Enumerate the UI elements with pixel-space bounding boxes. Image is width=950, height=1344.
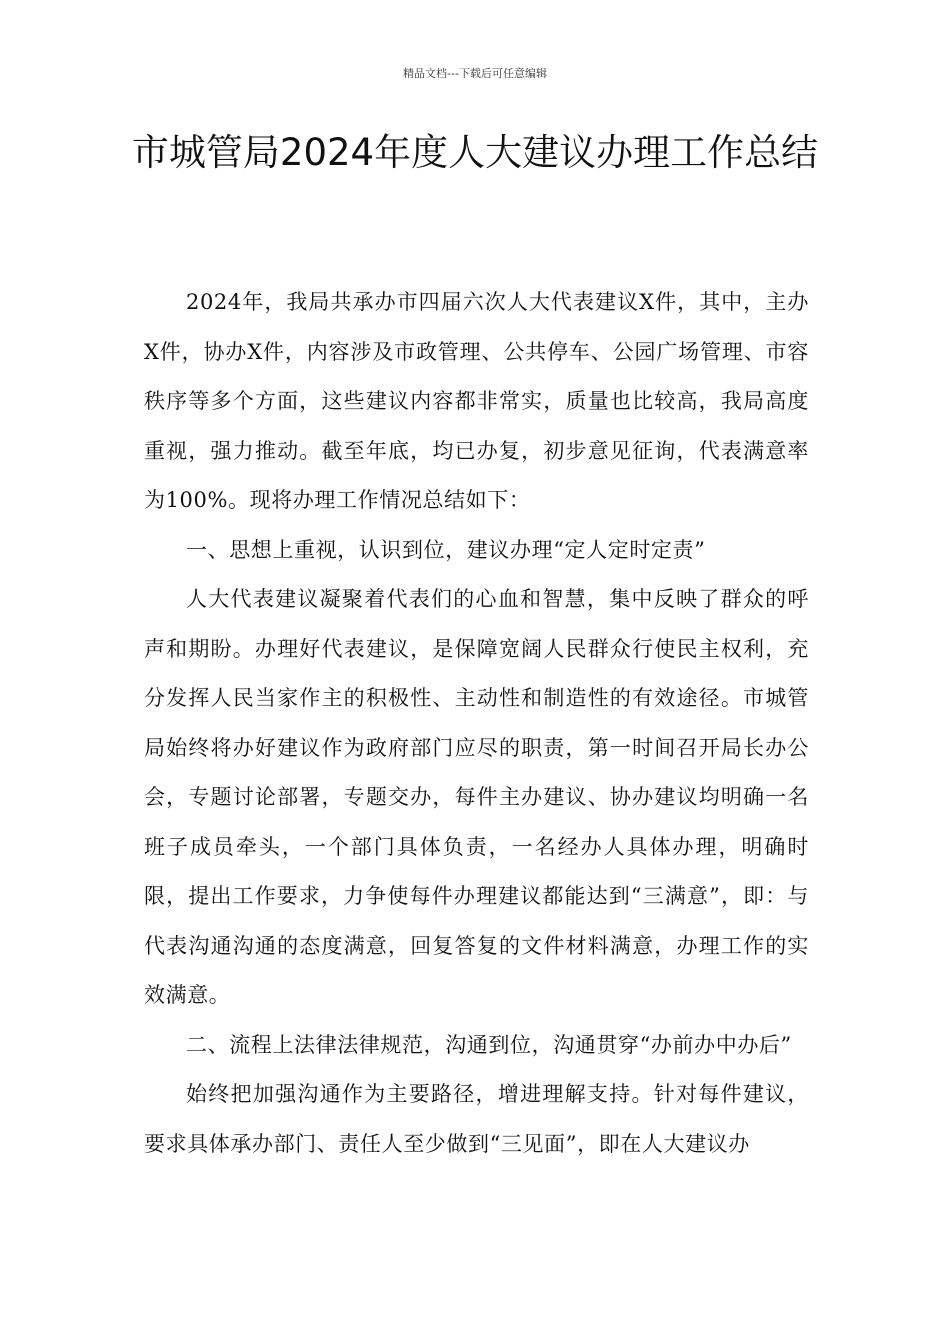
document-title: 市城管局2024年度人大建议办理工作总结: [131, 131, 819, 174]
section-heading-2: 二、流程上法律法律规范，沟通到位，沟通贯穿“办前办中办后”: [186, 1032, 792, 1057]
section-heading-1: 一、思想上重视，认识到位，建议办理“定人定时定责”: [186, 537, 706, 562]
document-body: [144, 278, 809, 1169]
paragraph-section-1: 人大代表建议凝聚着代表们的心血和智慧，集中反映了群众的呼声和期盼。办理好代表建议，是保障宽阔人民群众行使民主权利，充分发挥人民当家作主的积极性、主动性和制造性的有效途径。市城管局始终将办好建议作为政府部门应尽的职责，第一时间召开局长办公会，专题讨论部署，专题交办，每件主办建议、协办建议均明确一名班子成员牵头，一个部门具体负责，一名经办人具体办理，明确时限，提出工作要求，力争使每件办理建议都能达到“三满意”，即：与代表沟通沟通的态度满意，回复答复的文件材料满意，办理工作的实效满意。: [144, 587, 809, 1007]
paragraph-section-2: 始终把加强沟通作为主要路径，增进理解支持。针对每件建议，要求具体承办部门、责任人至少做到“三见面”，即在人大建议办: [144, 1082, 809, 1156]
page-header: 精品文档---下载后可任意编辑: [403, 67, 547, 80]
paragraph-intro: 2024年，我局共承办市四届六次人大代表建议X件，其中，主办X件，协办X件，内容涉及市政管理、公共停车、公园广场管理、市容秩序等多个方面，这些建议内容都非常实，质量也比较高，我局高度重视，强力推动。截至年底，均已办复，初步意见征询，代表满意率为100%。现将办理工作情况总结如下：: [144, 290, 809, 512]
